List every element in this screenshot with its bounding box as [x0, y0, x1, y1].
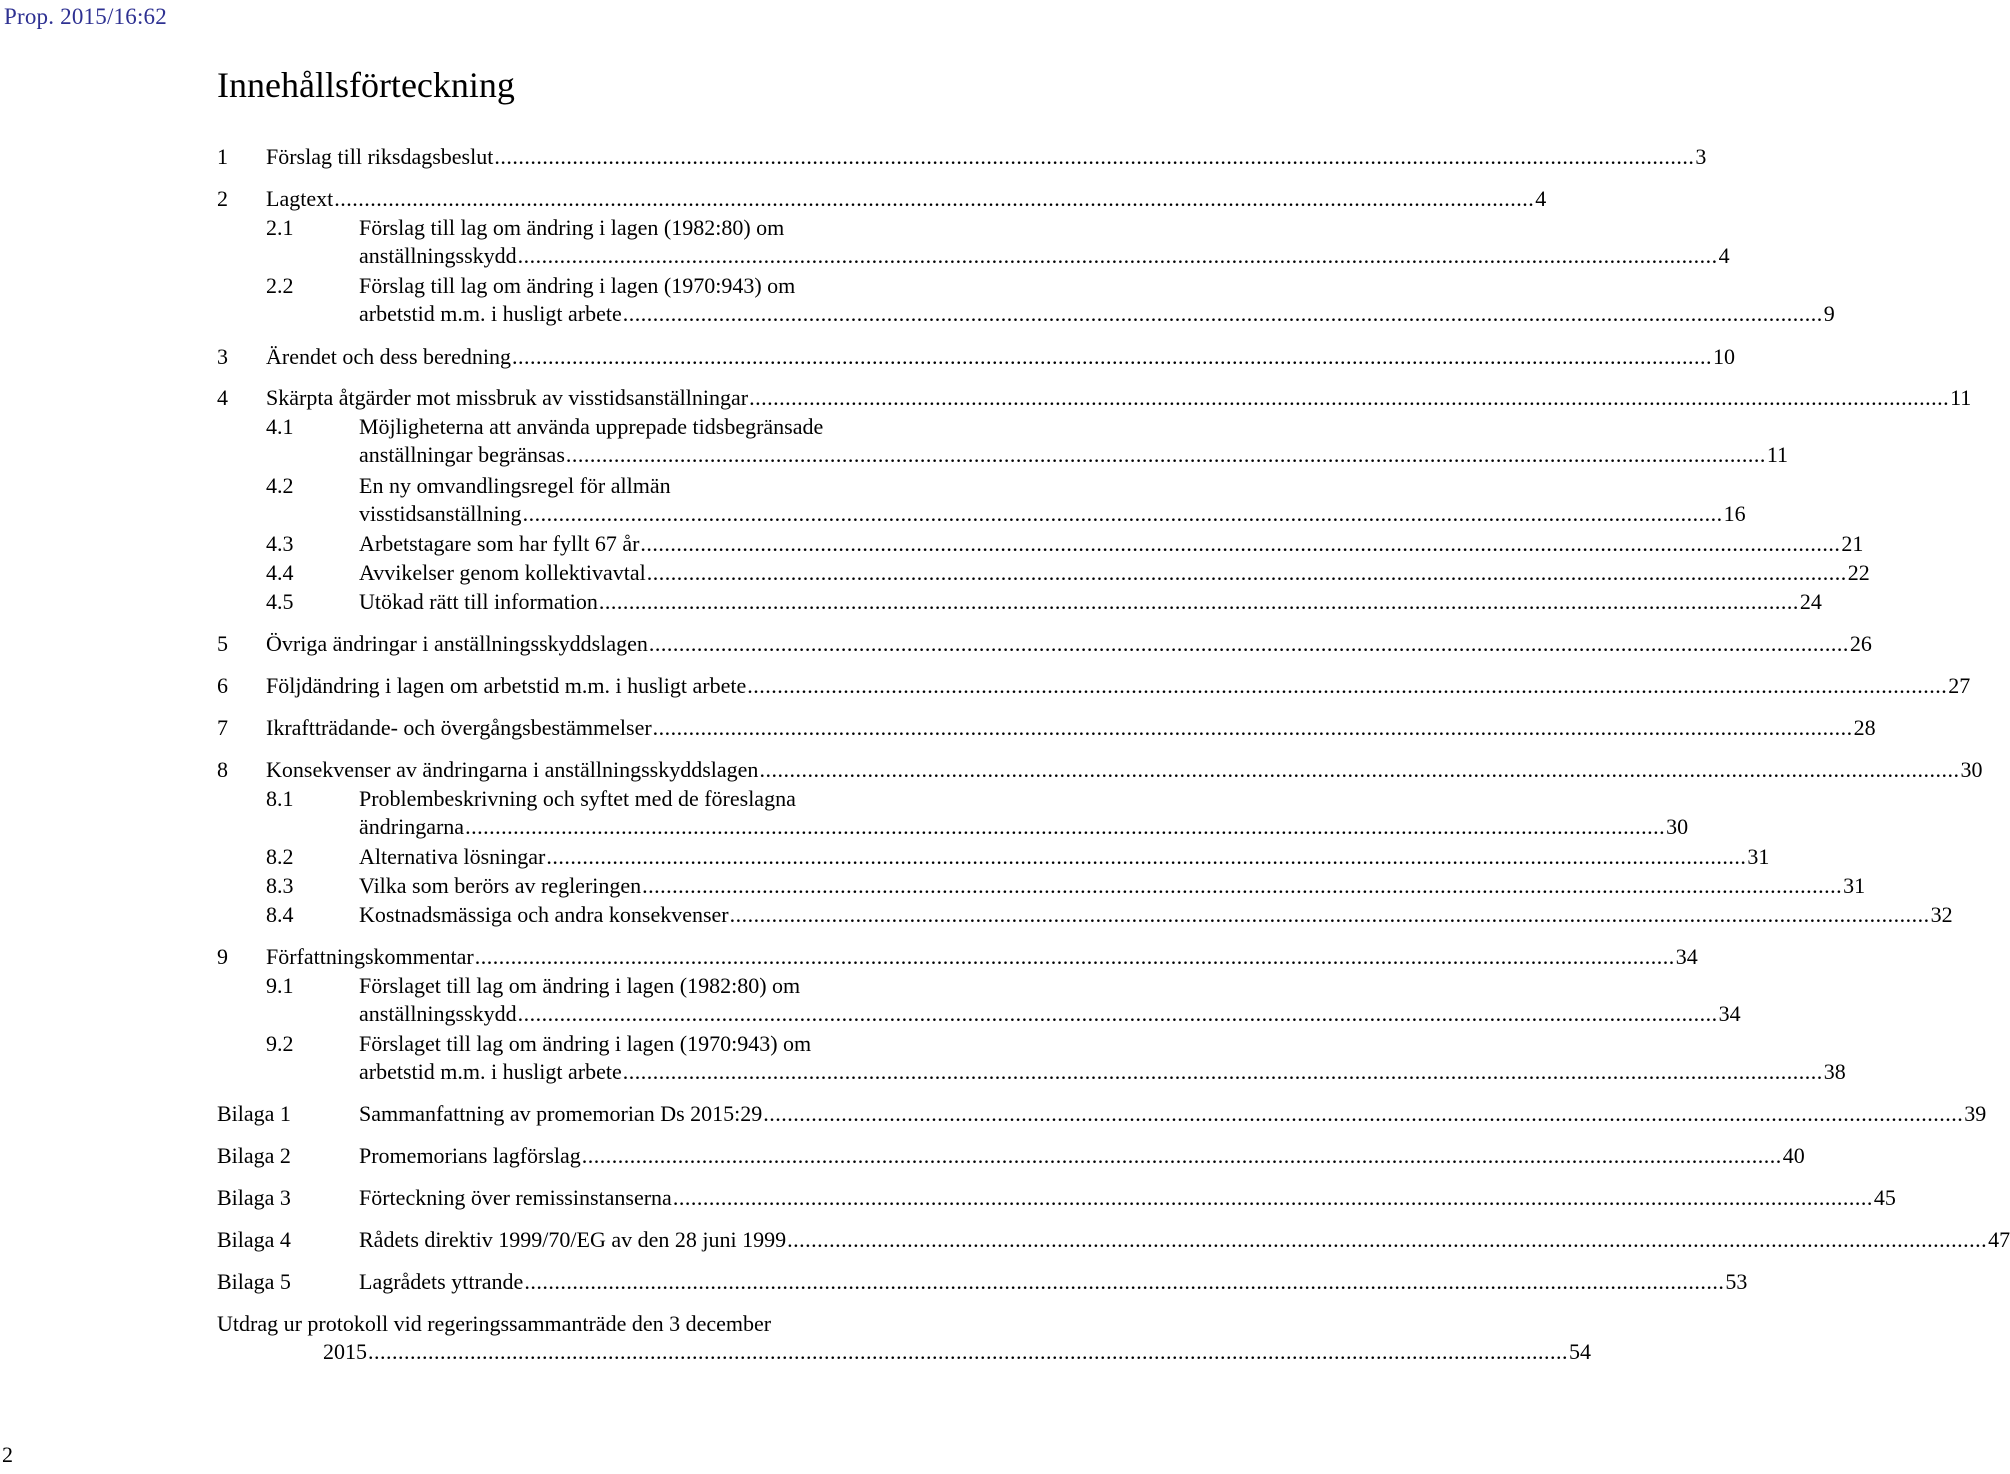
dot-leader: ........................................................................................................................................................................................................ — [598, 589, 1799, 614]
toc-entry-number: 2 — [217, 186, 228, 211]
toc-entry-page: 11 — [1950, 385, 1972, 410]
toc-entry-title: visstidsanställning — [359, 501, 522, 526]
toc-entry-page: 31 — [1747, 844, 1770, 869]
dot-leader: ........................................................................................................................................................................................................ — [640, 531, 1841, 556]
dot-leader: ........................................................................................................................................................................................................ — [517, 243, 1718, 268]
toc-entry-page: 31 — [1843, 873, 1866, 898]
toc-entry-page: 27 — [1948, 673, 1971, 698]
toc-entry-title: Rådets direktiv 1999/70/EG av den 28 juni 1999 — [359, 1227, 787, 1252]
toc-entry-title: Förslag till lag om ändring i lagen (1970:943) om — [359, 273, 796, 298]
toc-entry-number: Bilaga 5 — [217, 1269, 291, 1294]
toc-entry-title: Skärpta åtgärder mot missbruk av visstidsanställningar — [266, 385, 749, 410]
toc-entry-title: Kostnadsmässiga och andra konsekvenser — [359, 902, 729, 927]
toc-entry-number: 2.1 — [266, 215, 294, 240]
toc-entry-title: anställningsskydd — [359, 243, 517, 268]
toc-entry-number: 4.3 — [266, 531, 294, 556]
toc-entry-title: anställningsskydd — [359, 1001, 517, 1026]
dot-leader: ........................................................................................................................................................................................................ — [524, 1269, 1725, 1294]
dot-leader: ........................................................................................................................................................................................................ — [334, 186, 1535, 211]
toc-entry-page: 34 — [1675, 944, 1698, 969]
toc-entry-page: 4 — [1535, 186, 1547, 211]
toc-entry-title: Avvikelser genom kollektivavtal — [359, 560, 646, 585]
toc-entry-title: Förslag till lag om ändring i lagen (1982:80) om — [359, 215, 785, 240]
dot-leader: ........................................................................................................................................................................................................ — [522, 501, 1723, 526]
dot-leader: ........................................................................................................................................................................................................ — [763, 1101, 1964, 1126]
dot-leader: ........................................................................................................................................................................................................ — [642, 873, 1843, 898]
toc-entry-number: Bilaga 4 — [217, 1227, 291, 1252]
toc-entry-title: Förslag till riksdagsbeslut — [266, 144, 494, 169]
dot-leader: ........................................................................................................................................................................................................ — [622, 301, 1823, 326]
toc-entry-number: 8 — [217, 757, 228, 782]
dot-leader: ........................................................................................................................................................................................................ — [648, 631, 1849, 656]
dot-leader: ........................................................................................................................................................................................................ — [749, 385, 1950, 410]
toc-entry-number: 1 — [217, 144, 228, 169]
toc-entry-number: 4.2 — [266, 473, 294, 498]
toc-entry-number: 9.2 — [266, 1031, 294, 1056]
toc-entry-title: Konsekvenser av ändringarna i anställningsskyddslagen — [266, 757, 759, 782]
toc-entry-title: Alternativa lösningar — [359, 844, 546, 869]
toc-entry-title: Promemorians lagförslag — [359, 1143, 581, 1168]
toc-entry-title: Vilka som berörs av regleringen — [359, 873, 642, 898]
dot-leader: ........................................................................................................................................................................................................ — [581, 1143, 1782, 1168]
toc-entry-number: 3 — [217, 344, 228, 369]
toc-entry-page: 38 — [1823, 1059, 1846, 1084]
page-number: 2 — [2, 1442, 13, 1467]
dot-leader: ........................................................................................................................................................................................................ — [368, 1339, 1568, 1364]
toc-entry-page: 11 — [1766, 442, 1789, 467]
toc-entry-title: Förslaget till lag om ändring i lagen (1982:80) om — [359, 973, 801, 998]
toc-entry-page: 30 — [1960, 757, 1983, 782]
dot-leader: ........................................................................................................................................................................................................ — [672, 1185, 1873, 1210]
dot-leader: ........................................................................................................................................................................................................ — [465, 814, 1666, 839]
toc-entry-title: ändringarna — [359, 814, 465, 839]
toc-entry-page: 34 — [1718, 1001, 1741, 1026]
toc-entry-title: 2015 — [323, 1339, 367, 1364]
toc-entry-number: Bilaga 3 — [217, 1185, 291, 1210]
toc-entry-title: Möjligheterna att använda upprepade tidsbegränsade — [359, 414, 824, 439]
dot-leader: ........................................................................................................................................................................................................ — [652, 715, 1853, 740]
dot-leader: ........................................................................................................................................................................................................ — [494, 144, 1695, 169]
document-reference: Prop. 2015/16:62 — [4, 4, 167, 29]
toc-entry-number: 4.1 — [266, 414, 294, 439]
toc-entry-page: 32 — [1930, 902, 1953, 927]
toc-entry-number: 4 — [217, 385, 228, 410]
dot-leader: ........................................................................................................................................................................................................ — [729, 902, 1930, 927]
dot-leader: ........................................................................................................................................................................................................ — [517, 1001, 1718, 1026]
dot-leader: ........................................................................................................................................................................................................ — [546, 844, 1747, 869]
toc-entry-page: 28 — [1853, 715, 1876, 740]
toc-entry-title: Lagtext — [266, 186, 334, 211]
toc-entry-number: 6 — [217, 673, 228, 698]
toc-entry-page: 9 — [1823, 301, 1835, 326]
toc-entry-title: arbetstid m.m. i husligt arbete — [359, 1059, 622, 1084]
toc-entry-title: Sammanfattning av promemorian Ds 2015:29 — [359, 1101, 763, 1126]
toc-entry-page: 54 — [1569, 1339, 1591, 1364]
page-title: Innehållsförteckning — [217, 65, 515, 105]
toc-entry-title: Övriga ändringar i anställningsskyddslagen — [266, 631, 648, 656]
toc-entry-title: Problembeskrivning och syftet med de föreslagna — [359, 786, 796, 811]
dot-leader: ........................................................................................................................................................................................................ — [646, 560, 1847, 585]
toc-entry-number: 9 — [217, 944, 228, 969]
toc-entry-title: Lagrådets yttrande — [359, 1269, 524, 1294]
toc-entry-number: Bilaga 2 — [217, 1143, 291, 1168]
dot-leader: ........................................................................................................................................................................................................ — [511, 344, 1712, 369]
dot-leader: ........................................................................................................................................................................................................ — [747, 673, 1948, 698]
toc-entry-title: Följdändring i lagen om arbetstid m.m. i husligt arbete — [266, 673, 747, 698]
toc-entry-title: Ärendet och dess beredning — [266, 344, 511, 369]
toc-entry-page: 30 — [1666, 814, 1689, 839]
toc-entry-page: 16 — [1723, 501, 1746, 526]
toc-entry-page: 3 — [1695, 144, 1707, 169]
toc-entry-number: 4.4 — [266, 560, 294, 585]
toc-entry-title: Förteckning över remissinstanserna — [359, 1185, 672, 1210]
toc-entry-number: Bilaga 1 — [217, 1101, 291, 1126]
dot-leader: ........................................................................................................................................................................................................ — [565, 442, 1766, 467]
toc-entry-page: 53 — [1725, 1269, 1748, 1294]
dot-leader: ........................................................................................................................................................................................................ — [759, 757, 1960, 782]
toc-entry-number: 8.1 — [266, 786, 294, 811]
toc-entry-title: Förslaget till lag om ändring i lagen (1970:943) om — [359, 1031, 812, 1056]
toc-entry-page: 26 — [1849, 631, 1872, 656]
toc-entry-title: En ny omvandlingsregel för allmän — [359, 473, 671, 498]
toc-entry-title: anställningar begränsas — [359, 442, 565, 467]
dot-leader: ........................................................................................................................................................................................................ — [474, 944, 1675, 969]
toc-entry-page: 24 — [1799, 589, 1822, 614]
toc-entry-number: 2.2 — [266, 273, 294, 298]
toc-entry-title: Arbetstagare som har fyllt 67 år — [359, 531, 640, 556]
toc-entry-page: 4 — [1718, 243, 1730, 268]
dot-leader: ........................................................................................................................................................................................................ — [622, 1059, 1823, 1084]
toc-entry-number: 8.3 — [266, 873, 294, 898]
toc-entry-number: 8.4 — [266, 902, 294, 927]
toc-entry-page: 10 — [1712, 344, 1735, 369]
toc-entry-page: 39 — [1964, 1101, 1987, 1126]
toc-entry-page: 40 — [1782, 1143, 1805, 1168]
toc-entry-title: arbetstid m.m. i husligt arbete — [359, 301, 622, 326]
toc-entry-title: Utökad rätt till information — [359, 589, 598, 614]
toc-entry-page: 22 — [1847, 560, 1870, 585]
toc-entry-page: 47 — [1988, 1227, 2010, 1252]
toc-entry-title: Utdrag ur protokoll vid regeringssammanträde den 3 december — [217, 1311, 772, 1336]
toc-entry-number: 7 — [217, 715, 228, 740]
toc-entry-number: 4.5 — [266, 589, 294, 614]
toc-entry-title: Ikraftträdande- och övergångsbestämmelser — [266, 715, 652, 740]
dot-leader: ........................................................................................................................................................................................................ — [787, 1227, 1988, 1252]
toc-entry-number: 9.1 — [266, 973, 294, 998]
toc-entry-page: 45 — [1873, 1185, 1896, 1210]
toc-entry-number: 5 — [217, 631, 228, 656]
toc-entry-number: 8.2 — [266, 844, 294, 869]
toc-entry-title: Författningskommentar — [266, 944, 474, 969]
toc-entry-page: 21 — [1841, 531, 1864, 556]
